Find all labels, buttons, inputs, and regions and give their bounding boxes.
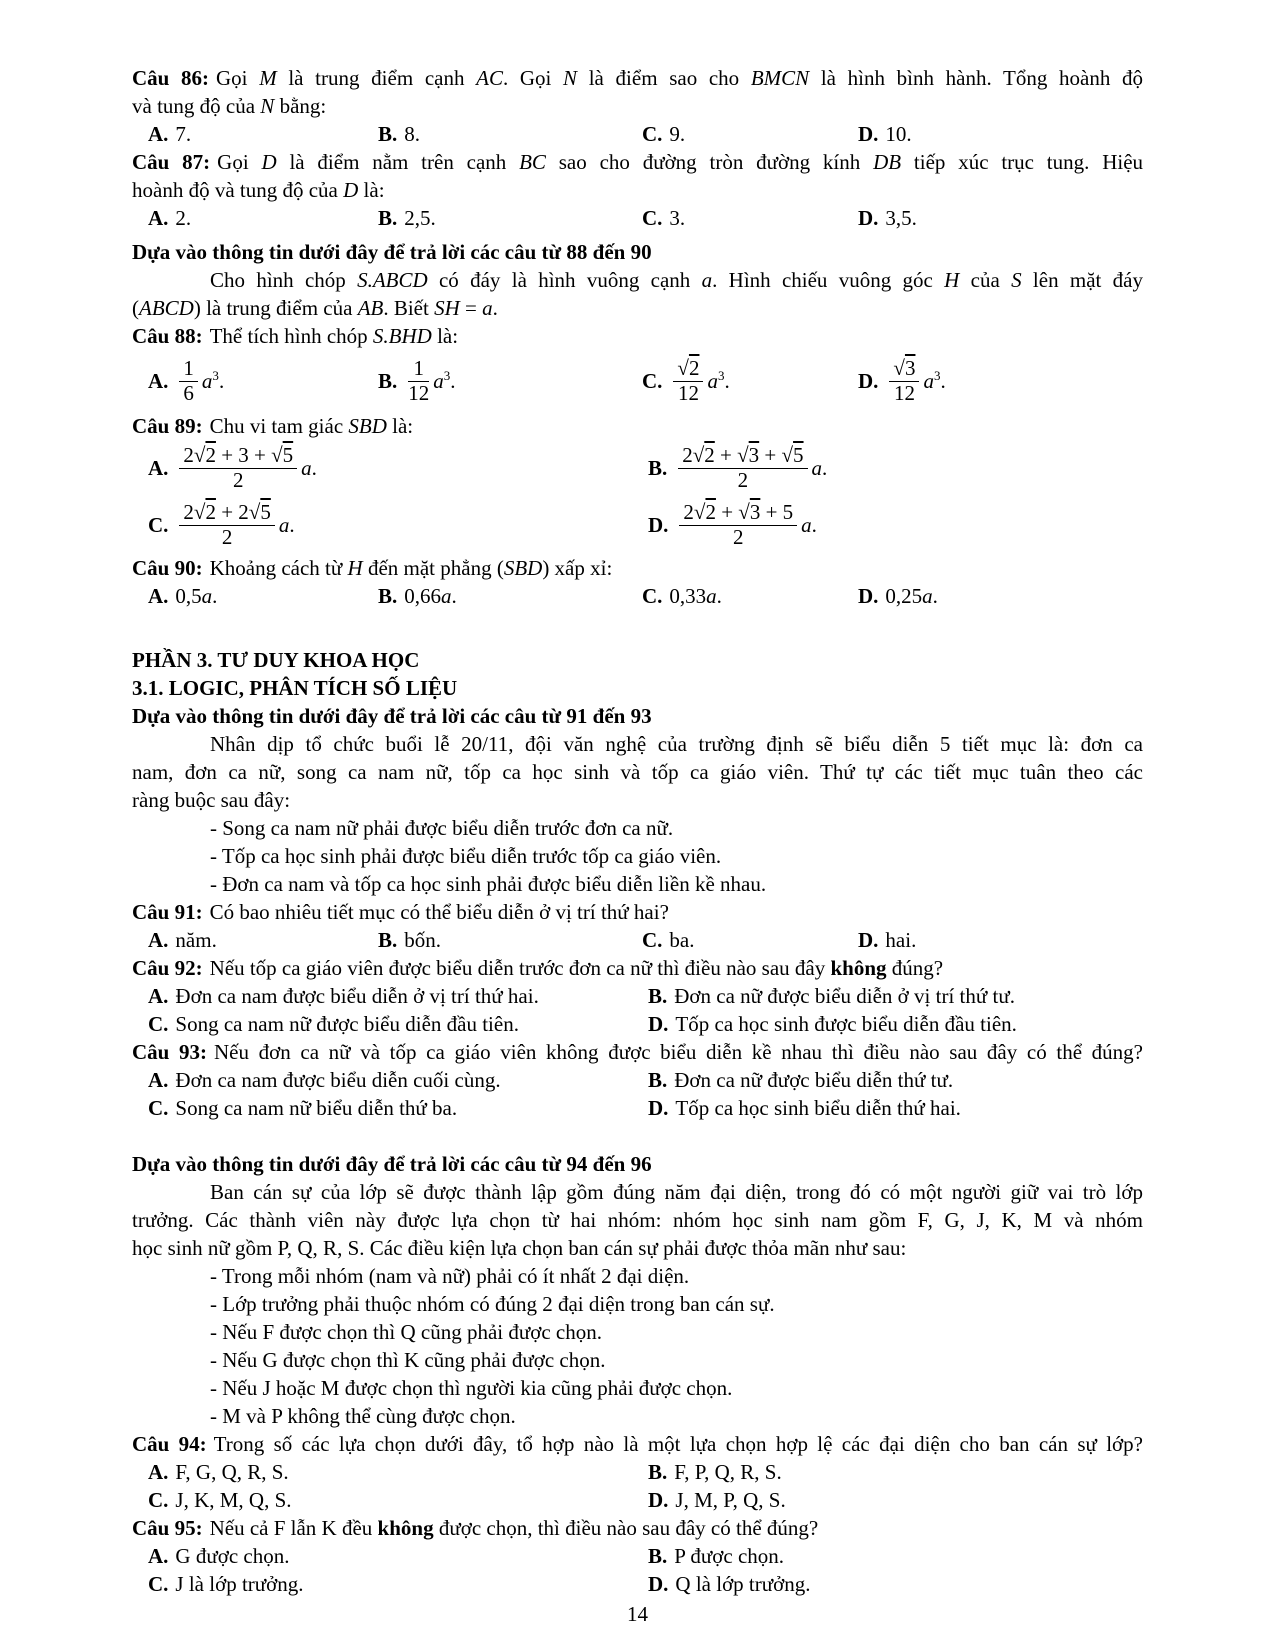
option-87-d xyxy=(858,204,1143,232)
question-86-options xyxy=(132,120,1143,148)
option-91-c-text: ba. xyxy=(669,928,695,952)
info-94-bullet-5: - Nếu J hoặc M được chọn thì người kia cũng phải được chọn. xyxy=(210,1376,733,1400)
option-91-a xyxy=(148,926,378,954)
section-gap xyxy=(132,610,1143,646)
info-91-bullet-2: - Tốp ca học sinh phải được biểu diễn trước tốp ca giáo viên. xyxy=(210,844,722,868)
option-95-a-key: A. xyxy=(148,1544,169,1568)
option-86-d-text: 10. xyxy=(885,122,912,146)
fraction-numerator: 2√2 + √3 + √5 xyxy=(678,444,807,469)
option-92-c-text: Song ca nam nữ được biểu diễn đầu tiên. xyxy=(175,1012,519,1036)
fraction-numerator: 1 xyxy=(408,357,429,382)
question-89-label: Câu 89: xyxy=(132,414,203,438)
fraction-numerator: √2 xyxy=(673,357,703,382)
option-92-d xyxy=(648,1010,1143,1038)
question-89-text: Chu vi tam giác SBD là: xyxy=(209,414,414,438)
option-90-a-key: A. xyxy=(148,584,169,608)
option-92-a-text: Đơn ca nam được biểu diễn ở vị trí thứ hai. xyxy=(175,984,539,1008)
fraction xyxy=(408,357,429,405)
option-86-a-text: 7. xyxy=(175,122,192,146)
option-89-a-key: A. xyxy=(148,456,169,480)
option-87-b-key: B. xyxy=(378,206,398,230)
info-91-para-line-2: nam, đơn ca nữ, song ca nam nữ, tốp ca học sinh và tốp ca giáo viên. Thứ tự các tiết mục tuân theo các xyxy=(132,760,1143,784)
option-86-d xyxy=(858,120,1143,148)
option-87-b xyxy=(378,204,642,232)
question-92-options-row-2 xyxy=(132,1010,1143,1038)
option-88-c-tail: $a^3$. xyxy=(707,367,730,393)
option-88-b xyxy=(378,357,642,405)
question-87-label: Câu 87: xyxy=(132,150,211,174)
question-91-label: Câu 91: xyxy=(132,900,203,924)
info-88-para-line-1: Cho hình chóp S.ABCD có đáy là hình vuông cạnh a. Hình chiếu vuông góc H của S lên mặt đáy xyxy=(210,268,1143,292)
option-91-d xyxy=(858,926,1143,954)
option-93-a-key: A. xyxy=(148,1068,169,1092)
section-gap xyxy=(132,1122,1143,1150)
option-94-b xyxy=(648,1458,1143,1486)
option-87-b-text: 2,5. xyxy=(404,206,436,230)
part-3-subtitle: 3.1. LOGIC, PHÂN TÍCH SỐ LIỆU xyxy=(132,676,458,700)
info-91-bullet-1: - Song ca nam nữ phải được biểu diễn trước đơn ca nữ. xyxy=(210,816,674,840)
option-91-a-text: năm. xyxy=(175,928,217,952)
option-95-a xyxy=(148,1542,648,1570)
option-91-d-key: D. xyxy=(858,928,879,952)
question-93-label: Câu 93: xyxy=(132,1040,207,1064)
fraction xyxy=(673,357,703,405)
option-92-a-key: A. xyxy=(148,984,169,1008)
question-95-options-row-2 xyxy=(132,1570,1143,1598)
option-95-c-key: C. xyxy=(148,1572,169,1596)
option-95-a-text: G được chọn. xyxy=(175,1544,290,1568)
option-87-a xyxy=(148,204,378,232)
fraction xyxy=(678,444,807,492)
option-90-a xyxy=(148,582,378,610)
option-88-c-key: C. xyxy=(642,368,663,393)
option-94-b-key: B. xyxy=(648,1460,668,1484)
fraction-numerator: √3 xyxy=(889,357,919,382)
fraction-denominator: 12 xyxy=(408,380,430,405)
option-86-a xyxy=(148,120,378,148)
option-92-d-text: Tốp ca học sinh được biểu diễn đầu tiên. xyxy=(675,1012,1017,1036)
option-87-c-text: 3. xyxy=(669,206,686,230)
info-94-bullet-3: - Nếu F được chọn thì Q cũng phải được chọn. xyxy=(210,1320,602,1344)
option-86-d-key: D. xyxy=(858,122,879,146)
info-heading-88-90: Dựa vào thông tin dưới đây để trả lời các câu từ 88 đến 90 xyxy=(132,240,652,264)
question-86-line-1 xyxy=(132,64,1143,92)
info-91-para-line-3: ràng buộc sau đây: xyxy=(132,788,291,812)
option-94-a-key: A. xyxy=(148,1460,169,1484)
question-92-options-row-1 xyxy=(132,982,1143,1010)
option-95-b xyxy=(648,1542,1143,1570)
fraction-denominator: 2 xyxy=(221,525,233,549)
question-94-options-row-1 xyxy=(132,1458,1143,1486)
question-90-label: Câu 90: xyxy=(132,556,203,580)
option-88-b-key: B. xyxy=(378,368,398,393)
option-94-d-text: J, M, P, Q, S. xyxy=(675,1488,786,1512)
option-91-c xyxy=(642,926,858,954)
question-93-options-row-2 xyxy=(132,1094,1143,1122)
question-95-options-row-1 xyxy=(132,1542,1143,1570)
question-93-text: Nếu đơn ca nữ và tốp ca giáo viên không được biểu diễn kề nhau thì điều nào sau đây có thể đúng? xyxy=(214,1040,1143,1064)
question-86-text: Gọi M là trung điểm cạnh AC. Gọi N là điểm sao cho BMCN là hình bình hành. Tổng hoành độ xyxy=(216,66,1143,90)
info-94-para-line-2: trưởng. Các thành viên này được lựa chọn từ hai nhóm: nhóm học sinh nam gồm F, G, J, K, M và nhóm xyxy=(132,1208,1143,1232)
question-88-text: Thể tích hình chóp S.BHD là: xyxy=(209,324,459,348)
question-91-line xyxy=(132,898,1143,926)
info-88-para-line-2: (ABCD) là trung điểm của AB. Biết SH = a. xyxy=(132,296,498,320)
option-87-d-key: D. xyxy=(858,206,879,230)
question-89-options-row-2 xyxy=(132,497,1143,554)
option-90-d-key: D. xyxy=(858,584,879,608)
option-91-d-text: hai. xyxy=(885,928,917,952)
question-95-text: Nếu cả F lẫn K đều không được chọn, thì điều nào sau đây có thể đúng? xyxy=(209,1516,819,1540)
option-87-d-text: 3,5. xyxy=(885,206,917,230)
info-94-para-line-3: học sinh nữ gồm P, Q, R, S. Các điều kiện lựa chọn ban cán sự phải được thỏa mãn như sau: xyxy=(132,1236,907,1260)
fraction xyxy=(179,501,274,549)
option-89-c-tail: a. xyxy=(278,513,295,537)
fraction xyxy=(179,357,198,405)
option-88-d-key: D. xyxy=(858,368,879,393)
option-91-c-key: C. xyxy=(642,928,663,952)
fraction-numerator: 2√2 + 2√5 xyxy=(179,501,274,526)
option-94-c-key: C. xyxy=(148,1488,169,1512)
option-86-c-text: 9. xyxy=(669,122,686,146)
option-87-a-text: 2. xyxy=(175,206,192,230)
option-88-a-tail: $a^3$. xyxy=(201,367,225,393)
option-89-b-tail: a. xyxy=(811,456,828,480)
option-93-c-text: Song ca nam nữ biểu diễn thứ ba. xyxy=(175,1096,458,1120)
option-89-d-key: D. xyxy=(648,513,669,537)
option-88-d-tail: $a^3$. xyxy=(923,367,946,393)
info-94-para-line-1: Ban cán sự của lớp sẽ được thành lập gồm đúng năm đại diện, trong đó có một người giữ vai trò lớp xyxy=(210,1180,1143,1204)
question-95-label: Câu 95: xyxy=(132,1516,203,1540)
question-94-options-row-2 xyxy=(132,1486,1143,1514)
option-87-a-key: A. xyxy=(148,206,169,230)
option-86-c-key: C. xyxy=(642,122,663,146)
option-94-a-text: F, G, Q, R, S. xyxy=(175,1460,289,1484)
page-number: 14 xyxy=(627,1602,648,1626)
info-heading-91-93: Dựa vào thông tin dưới đây để trả lời các câu từ 91 đến 93 xyxy=(132,704,652,728)
question-92-text: Nếu tốp ca giáo viên được biểu diễn trước đơn ca nữ thì điều nào sau đây không đúng? xyxy=(209,956,944,980)
option-94-c xyxy=(148,1486,648,1514)
fraction-denominator: 2 xyxy=(737,468,749,492)
fraction xyxy=(179,444,297,492)
question-92-label: Câu 92: xyxy=(132,956,203,980)
option-91-b-key: B. xyxy=(378,928,398,952)
option-95-b-text: P được chọn. xyxy=(674,1544,785,1568)
question-87-options xyxy=(132,204,1143,232)
option-90-b xyxy=(378,582,642,610)
option-93-c xyxy=(148,1094,648,1122)
option-87-c-key: C. xyxy=(642,206,663,230)
option-89-b xyxy=(648,444,1143,492)
part-3-title: PHẦN 3. TƯ DUY KHOA HỌC xyxy=(132,648,420,672)
question-94-text: Trong số các lựa chọn dưới đây, tổ hợp nào là một lựa chọn hợp lệ các đại diện cho ban cán sự lớp? xyxy=(213,1432,1143,1456)
question-91-options xyxy=(132,926,1143,954)
question-88-line xyxy=(132,322,1143,350)
option-94-d xyxy=(648,1486,1143,1514)
option-93-a xyxy=(148,1066,648,1094)
option-95-b-key: B. xyxy=(648,1544,668,1568)
option-89-d xyxy=(648,501,1143,549)
option-89-a xyxy=(148,444,648,492)
option-88-a-key: A. xyxy=(148,368,169,393)
option-86-b xyxy=(378,120,642,148)
question-90-line xyxy=(132,554,1143,582)
question-88-label: Câu 88: xyxy=(132,324,203,348)
info-91-bullet-3: - Đơn ca nam và tốp ca học sinh phải được biểu diễn liền kề nhau. xyxy=(210,872,767,896)
fraction-denominator: 12 xyxy=(893,380,915,405)
fraction-numerator: 2√2 + √3 + 5 xyxy=(679,501,797,526)
option-90-c-text: 0,33a. xyxy=(669,584,722,608)
option-91-b-text: bốn. xyxy=(404,928,442,952)
option-94-a xyxy=(148,1458,648,1486)
option-88-d xyxy=(858,357,1143,405)
info-91-para-line-1: Nhân dịp tổ chức buổi lễ 20/11, đội văn nghệ của trường định sẽ biểu diễn 5 tiết mục là: đơn ca xyxy=(210,732,1143,756)
option-93-b-key: B. xyxy=(648,1068,668,1092)
option-86-c xyxy=(642,120,858,148)
question-89-options-row-1 xyxy=(132,440,1143,497)
info-94-bullet-1: - Trong mỗi nhóm (nam và nữ) phải có ít nhất 2 đại diện. xyxy=(210,1264,690,1288)
option-90-a-text: 0,5a. xyxy=(175,584,218,608)
question-88-options xyxy=(132,350,1143,412)
fraction-denominator: 2 xyxy=(233,468,244,492)
option-92-c-key: C. xyxy=(148,1012,169,1036)
option-92-c xyxy=(148,1010,648,1038)
question-90-options xyxy=(132,582,1143,610)
fraction xyxy=(679,501,797,549)
option-93-c-key: C. xyxy=(148,1096,169,1120)
option-90-c-key: C. xyxy=(642,584,663,608)
option-94-d-key: D. xyxy=(648,1488,669,1512)
exam-document-page xyxy=(132,0,1143,1628)
option-91-a-key: A. xyxy=(148,928,169,952)
fraction-numerator: 1 xyxy=(179,357,198,382)
option-90-b-key: B. xyxy=(378,584,398,608)
option-88-c xyxy=(642,357,858,405)
option-92-b xyxy=(648,982,1143,1010)
option-89-c-key: C. xyxy=(148,513,169,537)
option-92-b-text: Đơn ca nữ được biểu diễn ở vị trí thứ tư. xyxy=(674,984,1015,1008)
option-95-c-text: J là lớp trưởng. xyxy=(175,1572,304,1596)
option-92-d-key: D. xyxy=(648,1012,669,1036)
option-90-d-text: 0,25a. xyxy=(885,584,938,608)
question-94-line xyxy=(132,1430,1143,1458)
option-93-b-text: Đơn ca nữ được biểu diễn thứ tư. xyxy=(674,1068,954,1092)
option-95-d-key: D. xyxy=(648,1572,669,1596)
question-93-line xyxy=(132,1038,1143,1066)
option-90-b-text: 0,66a. xyxy=(404,584,457,608)
option-90-c xyxy=(642,582,858,610)
option-95-d xyxy=(648,1570,1143,1598)
option-92-b-key: B. xyxy=(648,984,668,1008)
option-94-b-text: F, P, Q, R, S. xyxy=(674,1460,782,1484)
fraction-denominator: 6 xyxy=(183,380,194,405)
option-93-d-key: D. xyxy=(648,1096,669,1120)
option-93-d xyxy=(648,1094,1143,1122)
fraction xyxy=(889,357,919,405)
question-95-line xyxy=(132,1514,1143,1542)
option-94-c-text: J, K, M, Q, S. xyxy=(175,1488,292,1512)
option-93-d-text: Tốp ca học sinh biểu diễn thứ hai. xyxy=(675,1096,961,1120)
option-93-b xyxy=(648,1066,1143,1094)
question-87-line-2: hoành độ và tung độ của D là: xyxy=(132,178,385,202)
option-86-b-text: 8. xyxy=(404,122,421,146)
option-88-a xyxy=(148,357,378,405)
fraction-numerator: 2√2 + 3 + √5 xyxy=(179,444,297,469)
option-87-c xyxy=(642,204,858,232)
fraction-denominator: 12 xyxy=(677,380,699,405)
option-86-a-key: A. xyxy=(148,122,169,146)
option-92-a xyxy=(148,982,648,1010)
option-86-b-key: B. xyxy=(378,122,398,146)
question-94-label: Câu 94: xyxy=(132,1432,207,1456)
option-89-d-tail: a. xyxy=(801,513,817,537)
option-90-d xyxy=(858,582,1143,610)
info-94-bullet-4: - Nếu G được chọn thì K cũng phải được chọn. xyxy=(210,1348,606,1372)
option-95-c xyxy=(148,1570,648,1598)
question-87-text: Gọi D là điểm nằm trên cạnh BC sao cho đường tròn đường kính DB tiếp xúc trục tung. Hiệu xyxy=(217,150,1143,174)
question-86-label: Câu 86: xyxy=(132,66,210,90)
option-89-c xyxy=(148,501,648,549)
info-94-bullet-6: - M và P không thể cùng được chọn. xyxy=(210,1404,516,1428)
fraction-denominator: 2 xyxy=(733,525,744,549)
info-heading-94-96: Dựa vào thông tin dưới đây để trả lời các câu từ 94 đến 96 xyxy=(132,1152,652,1176)
question-93-options-row-1 xyxy=(132,1066,1143,1094)
option-95-d-text: Q là lớp trưởng. xyxy=(675,1572,811,1596)
option-91-b xyxy=(378,926,642,954)
info-94-bullet-2: - Lớp trưởng phải thuộc nhóm có đúng 2 đại diện trong ban cán sự. xyxy=(210,1292,775,1316)
question-89-line xyxy=(132,412,1143,440)
question-92-line xyxy=(132,954,1143,982)
option-89-b-key: B. xyxy=(648,456,668,480)
question-86-line-2: và tung độ của N bằng: xyxy=(132,94,327,118)
question-91-text: Có bao nhiêu tiết mục có thể biểu diễn ở vị trí thứ hai? xyxy=(209,900,669,924)
question-90-text: Khoảng cách từ H đến mặt phẳng (SBD) xấp xỉ: xyxy=(209,556,613,580)
option-93-a-text: Đơn ca nam được biểu diễn cuối cùng. xyxy=(175,1068,501,1092)
option-89-a-tail: a. xyxy=(301,456,317,480)
question-87-line-1 xyxy=(132,148,1143,176)
option-88-b-tail: $a^3$. xyxy=(433,367,456,393)
